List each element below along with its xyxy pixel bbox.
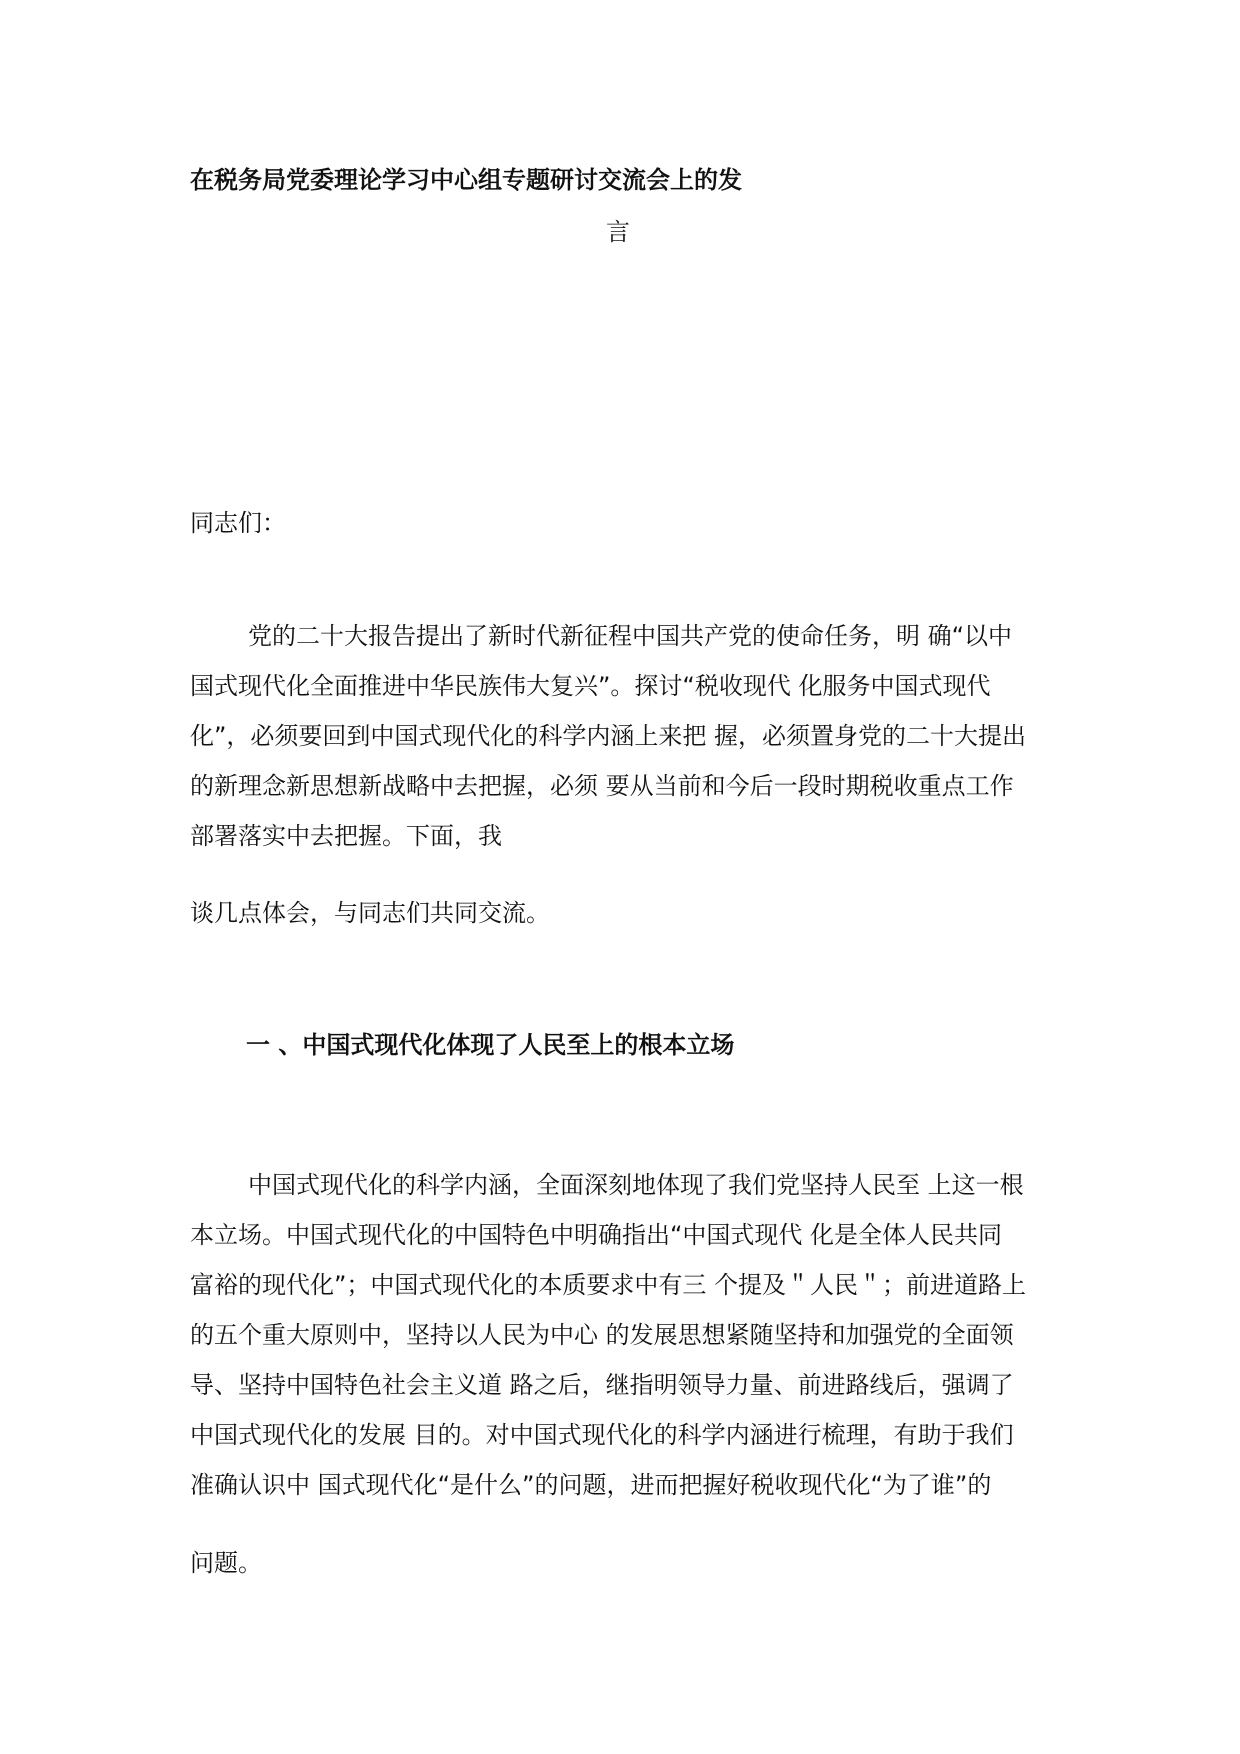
paragraph-line: 部署落实中去把握。下面，我: [190, 822, 502, 850]
paragraph-line: 的五个重大原则中，坚持以人民为中心 的发展思想紧随坚持和加强党的全面领: [190, 1321, 1014, 1349]
paragraph-section-one-tail: 问题。: [190, 1549, 262, 1577]
document-title-continuation: 言: [606, 218, 630, 246]
paragraph-line: 党的二十大报告提出了新时代新征程中国共产党的使命任务，明 确“以中: [248, 622, 1013, 650]
paragraph-line: 导、坚持中国特色社会主义道 路之后，继指明领导力量、前进路线后，强调了: [190, 1371, 1014, 1399]
section-heading: 一 、中国式现代化体现了人民至上的根本立场: [246, 1031, 735, 1059]
paragraph-line: 化”，必须要回到中国式现代化的科学内涵上来把 握，必须置身党的二十大提出: [190, 722, 1027, 750]
paragraph-line: 国式现代化全面推进中华民族伟大复兴”。探讨“税收现代 化服务中国式现代: [190, 672, 991, 700]
paragraph-section-one: [190, 1160, 1060, 1510]
paragraph-line: 准确认识中 国式现代化“是什么”的问题，进而把握好税收现代化“为了谁”的: [190, 1471, 992, 1499]
paragraph-line: 富裕的现代化”；中国式现代化的本质要求中有三 个提及＂人民＂；前进道路上: [190, 1271, 1027, 1299]
salutation: 同志们：: [190, 509, 286, 537]
paragraph-line: 中国式现代化的科学内涵，全面深刻地体现了我们党坚持人民至 上这一根: [248, 1171, 1024, 1199]
paragraph-intro-tail: 谈几点体会，与同志们共同交流。: [190, 899, 550, 927]
paragraph-line: 中国式现代化的发展 目的。对中国式现代化的科学内涵进行梳理，有助于我们: [190, 1421, 1014, 1449]
document-title: 在税务局党委理论学习中心组专题研讨交流会上的发: [190, 166, 742, 194]
paragraph-line: 的新理念新思想新战略中去把握，必须 要从当前和今后一段时期税收重点工作: [190, 772, 1014, 800]
paragraph-line: 本立场。中国式现代化的中国特色中明确指出“中国式现代 化是全体人民共同: [190, 1221, 1003, 1249]
paragraph-intro: [190, 611, 1060, 861]
